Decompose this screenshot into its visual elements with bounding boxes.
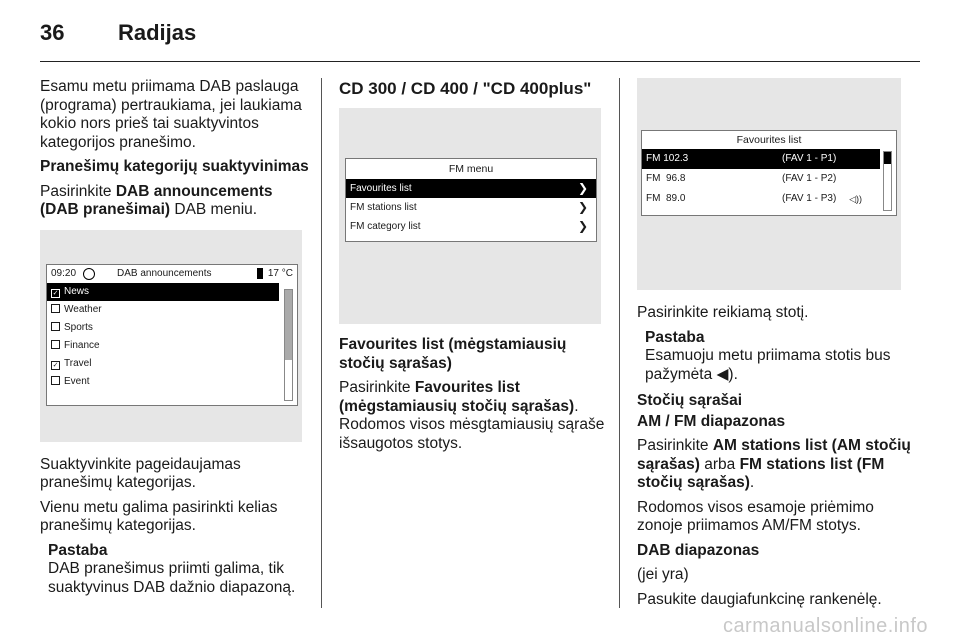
favourite-slot: (FAV 1 - P1) [782, 153, 837, 164]
fm-menu-item[interactable] [346, 179, 596, 198]
clock-icon [83, 268, 95, 280]
fm-menu-item-label: FM stations list [350, 202, 417, 213]
fm-menu-item[interactable] [346, 198, 596, 217]
dab-announcement-item[interactable] [47, 373, 279, 391]
note-heading-2: Pastaba [645, 328, 705, 346]
am-fm-description: Rodomos visos esamoje priėmimo zonoje priimamos AM/FM stotys. [637, 498, 874, 534]
header-rule [40, 61, 920, 62]
heading-station-lists: Stočių sąrašai [637, 392, 743, 409]
station-frequency: FM 96.8 [646, 173, 686, 184]
checkbox-icon[interactable] [51, 322, 60, 331]
fm-menu-screen-image [339, 108, 601, 324]
note-heading: Pastaba [48, 541, 108, 559]
dab-screen-image [40, 230, 302, 442]
chevron-right-icon: ❯ [577, 219, 588, 233]
dab-instruction: Pasukite daugiafunkcinę rankenėlę. [637, 590, 882, 608]
note-box-2 [637, 329, 917, 385]
subheading-activation: Pranešimų kategorijų suaktyvinimas [40, 158, 309, 175]
favourite-station-item[interactable] [642, 149, 880, 169]
station-frequency: FM 102.3 [646, 153, 689, 164]
note-text-2: Esamuoju metu priimama stotis bus pažymėta ◀). [645, 347, 891, 383]
column-divider-2 [619, 78, 620, 608]
favourites-screen-image [637, 78, 901, 290]
dab-announcement-label: Sports [64, 321, 93, 333]
column-3 [637, 78, 917, 615]
favourite-station-item[interactable] [642, 169, 880, 189]
note-box [40, 542, 310, 598]
dab-announcement-label: Travel [64, 357, 92, 369]
column-1 [40, 78, 310, 597]
checkbox-icon[interactable] [51, 340, 60, 349]
column-divider-1 [321, 78, 322, 608]
favourites-screen-title: Favourites list [736, 134, 802, 146]
watermark: carmanualsonline.info [722, 615, 928, 637]
page-title: Radijas [118, 20, 197, 45]
fm-menu-item-label: FM category list [350, 221, 421, 232]
dab-availability: (jei yra) [637, 566, 689, 583]
dab-announcement-item[interactable] [47, 319, 279, 337]
note-text: DAB pranešimus priimti galima, tik suaktyvinus DAB dažnio diapazoną. [48, 560, 296, 596]
checkbox-icon[interactable] [51, 304, 60, 313]
activate-paragraph: Suaktyvinkite pageidaujamas pranešimų kategorijas. [40, 455, 241, 491]
favourites-description: Rodomos visos mėsgtamiausių sąraše išsaugotos stotys. [339, 416, 605, 452]
station-frequency: FM 89.0 [646, 193, 686, 204]
dab-announcement-label: Finance [64, 339, 100, 351]
thermometer-icon [257, 268, 263, 279]
instruction-paragraph: Pasirinkite DAB announcements (DAB pranešimai) DAB meniu. [40, 182, 273, 218]
section-heading-cd: CD 300 / CD 400 / "CD 400plus" [339, 79, 592, 98]
fm-menu-item[interactable] [346, 217, 596, 236]
dab-announcement-label: Event [64, 375, 90, 387]
subheading-favourites: Favourites list (mėgstamiausių stočių sąrašas) [339, 336, 567, 372]
screen-time: 09:20 [51, 267, 77, 279]
page-number: 36 [40, 20, 65, 45]
dab-announcement-item[interactable] [47, 283, 279, 301]
dab-announcement-item[interactable] [47, 337, 279, 355]
dab-announcement-item[interactable] [47, 355, 279, 373]
dab-announcement-label: Weather [64, 303, 102, 315]
fm-menu-title: FM menu [448, 163, 494, 175]
heading-am-fm: AM / FM diapazonas [637, 412, 786, 430]
checkbox-checked-icon[interactable]: ✓ [52, 361, 59, 369]
checkbox-checked-icon[interactable]: ✓ [52, 289, 59, 297]
am-fm-instruction: Pasirinkite AM stations list (AM stočių sąrašas) arba FM stations list (FM stočių sąrašas). [637, 437, 911, 491]
favourites-instruction: Pasirinkite Favourites list (mėgstamiausių stočių sąrašas). [339, 379, 579, 415]
dab-announcement-item[interactable] [47, 301, 279, 319]
select-station-paragraph: Pasirinkite reikiamą stotį. [637, 304, 809, 321]
favourite-slot: (FAV 1 - P3) [782, 193, 837, 204]
fm-menu-item-label: Favourites list [350, 183, 412, 194]
checkbox-icon[interactable] [51, 376, 60, 385]
favourite-station-item[interactable] [642, 189, 880, 209]
speaker-icon: ◁)) [849, 194, 862, 204]
intro-paragraph: Esamu metu priimama DAB paslauga (programa) pertraukiama, jei laukiama kokio nors prieš tai suaktyvintos kategorijos pranešimo. [40, 78, 302, 151]
heading-dab: DAB diapazonas [637, 541, 760, 559]
column-2 [339, 78, 607, 459]
dab-announcement-label: News [64, 285, 90, 297]
favourite-slot: (FAV 1 - P2) [782, 173, 837, 184]
screen-title: DAB announcements [117, 267, 212, 279]
multi-select-paragraph: Vienu metu galima pasirinkti kelias pranešimų kategorijas. [40, 498, 278, 534]
screen-temperature: 17 °C [267, 267, 293, 279]
chevron-right-icon: ❯ [577, 200, 588, 214]
chevron-right-icon: ❯ [577, 181, 588, 195]
